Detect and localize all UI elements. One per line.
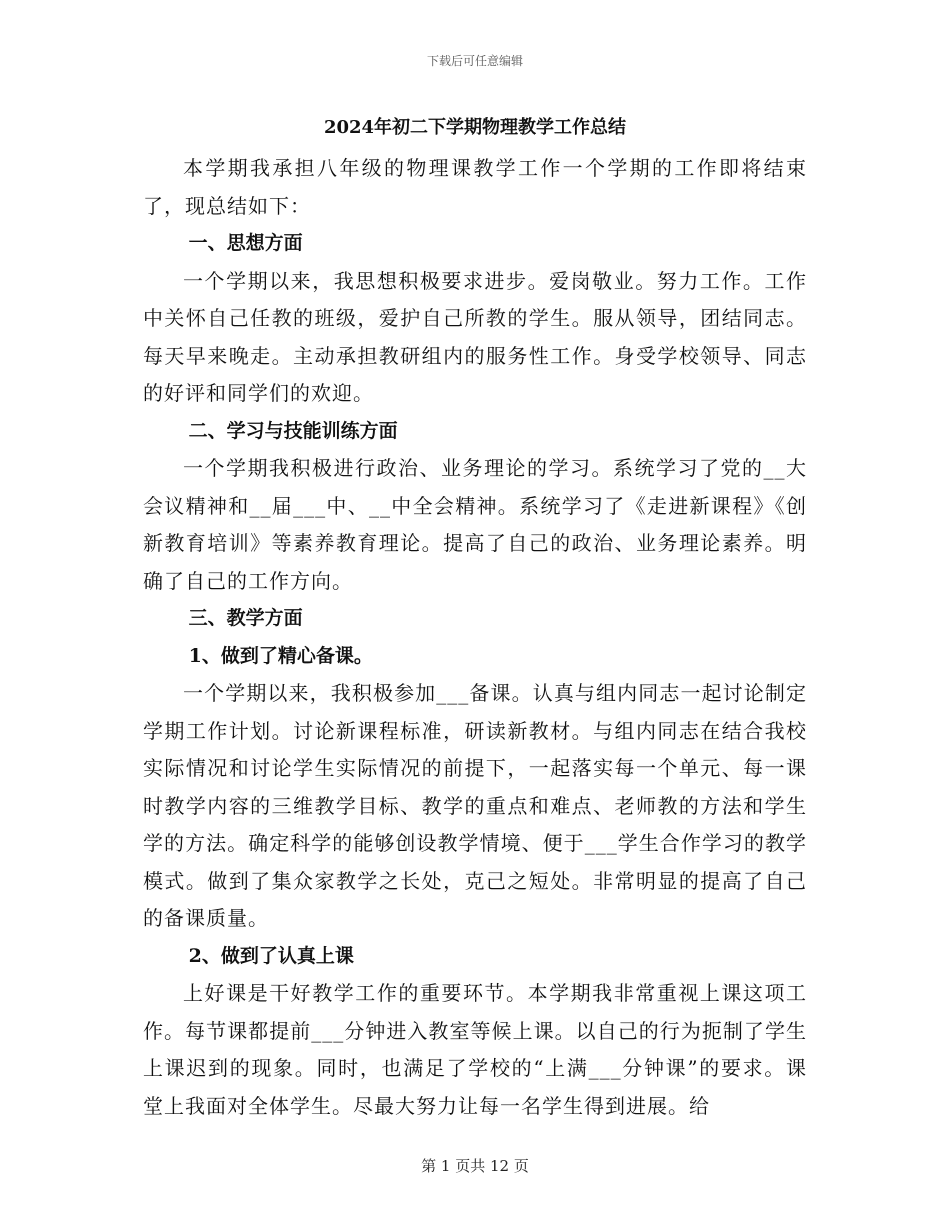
paragraph-lessons: 上好课是干好教学工作的重要环节。本学期我非常重视上课这项工作。每节课都提前___分钟进入教室等候上课。以自己的行为扼制了学生上课迟到的现象。同时，也满足了学校的“上满___分钟课”的要求。课堂上我面对全体学生。尽最大努力让每一名学生得到进展。给 (143, 981, 807, 1118)
paragraph-thought: 一个学期以来，我思想积极要求进步。爱岗敬业。努力工作。工作中关怀自己任教的班级，爱护自己所教的学生。服从领导，团结同志。每天早来晚走。主动承担教研组内的服务性工作。身受学校领导、同志的好评和同学们的欢迎。 (143, 268, 807, 405)
paragraph-intro: 本学期我承担八年级的物理课教学工作一个学期的工作即将结束了，现总结如下： (143, 156, 807, 218)
page-header-note: 下载后可任意编辑 (426, 54, 523, 68)
subsection-heading-preparation: 1、做到了精心备课。 (188, 644, 373, 667)
document-body (143, 112, 807, 1125)
subsection-heading-lessons: 2、做到了认真上课 (188, 944, 354, 967)
page-number-footer: 第 1 页共 12 页 (421, 1157, 529, 1175)
section-heading-teaching: 三、教学方面 (188, 607, 303, 629)
section-heading-thought: 一、思想方面 (188, 232, 303, 254)
paragraph-preparation: 一个学期以来，我积极参加___备课。认真与组内同志一起讨论制定学期工作计划。讨论新课程标准，研读新教材。与组内同志在结合我校实际情况和讨论学生实际情况的前提下，一起落实每一个单元、每一课时教学内容的三维教学目标、教学的重点和难点、老师教的方法和学生学的方法。确定科学的能够创设教学情境、便于___学生合作学习的教学模式。做到了集众家教学之长处，克己之短处。非常明显的提高了自己的备课质量。 (143, 681, 807, 930)
paragraph-study: 一个学期我积极进行政治、业务理论的学习。系统学习了党的__大会议精神和__届___中、__中全会精神。系统学习了《走进新课程》《创新教育培训》等素养教育理论。提高了自己的政治、业务理论素养。明确了自己的工作方向。 (143, 456, 807, 593)
document-title: 2024年初二下学期物理教学工作总结 (323, 117, 627, 138)
section-heading-study: 二、学习与技能训练方面 (188, 419, 398, 442)
